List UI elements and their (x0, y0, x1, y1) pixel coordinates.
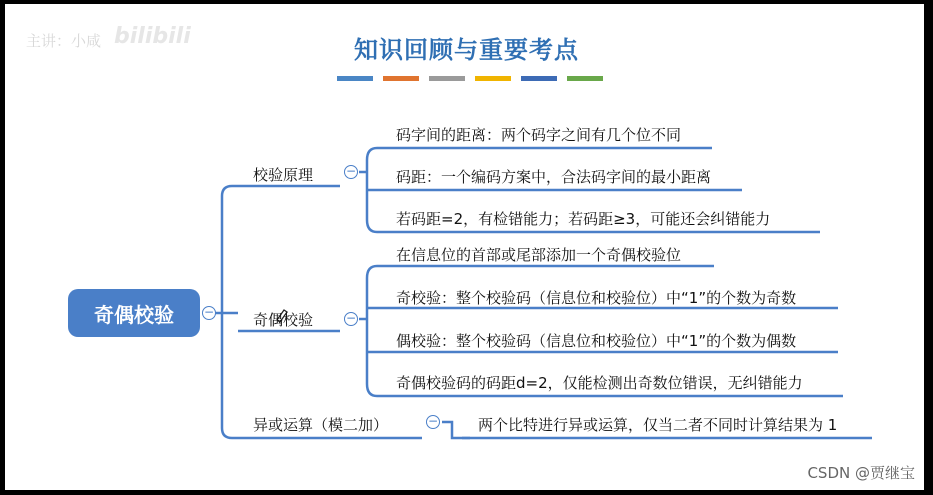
branch-parity-check[interactable]: 奇偶校验 (253, 311, 314, 329)
collapse-branch-3-icon[interactable]: − (427, 414, 439, 428)
branch-verify-principle[interactable]: 校验原理 (253, 166, 314, 184)
root-node[interactable]: 奇偶校验 (68, 289, 200, 337)
collapse-branch-1-icon[interactable]: − (345, 164, 357, 178)
leaf-1-1: 码字间的距离：两个码字之间有几个位不同 (396, 126, 682, 144)
branch-xor-operation[interactable]: 异或运算（模二加） (253, 416, 389, 434)
bilibili-logo: bilibili (114, 24, 191, 49)
leaf-2-3: 偶校验：整个校验码（信息位和校验位）中“1”的个数为偶数 (396, 332, 797, 350)
leaf-1-2: 码距：一个编码方案中，合法码字间的最小距离 (396, 168, 712, 186)
leaf-1-3: 若码距=2，有检错能力；若码距≥3，可能还会纠错能力 (396, 210, 771, 228)
csdn-watermark: CSDN @贾继宝 (807, 464, 915, 482)
leaf-3-1: 两个比特进行异或运算，仅当二者不同时计算结果为 1 (478, 416, 838, 434)
leaf-2-4: 奇偶校验码的码距d=2，仅能检测出奇数位错误，无纠错能力 (396, 374, 803, 392)
collapse-root-icon[interactable]: − (203, 305, 215, 319)
leaf-2-1: 在信息位的首部或尾部添加一个奇偶校验位 (396, 246, 682, 264)
watermark-text: 主讲：小咸 (26, 32, 102, 50)
leaf-2-2: 奇校验：整个校验码（信息位和校验位）中“1”的个数为奇数 (396, 289, 797, 307)
slide-title: 知识回顾与重要考点 (354, 36, 579, 64)
collapse-branch-2-icon[interactable]: − (345, 311, 357, 325)
